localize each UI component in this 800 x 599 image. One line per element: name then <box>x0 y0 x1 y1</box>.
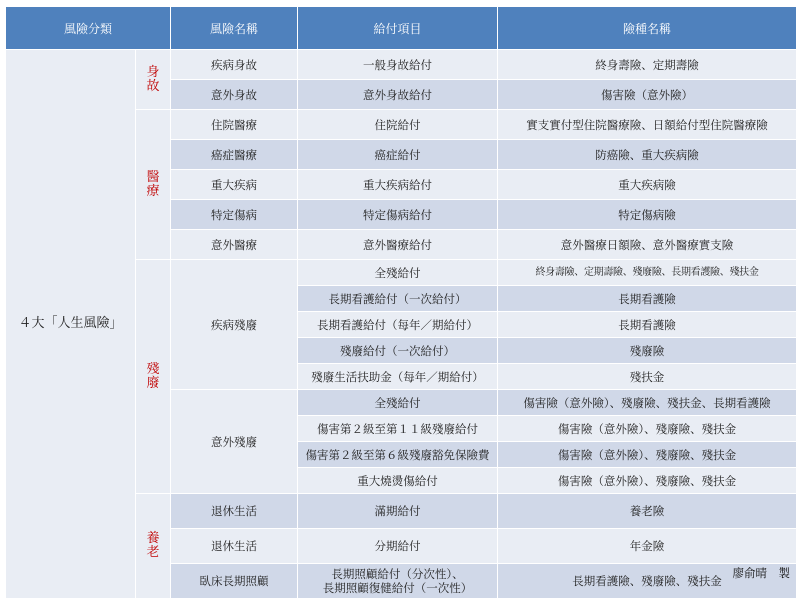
category-death: 身 故 <box>136 50 171 110</box>
benefit-cell: 傷害第２級至第６級殘廢豁免保險費 <box>298 442 498 468</box>
insurance-cell: 養老險 <box>498 494 797 529</box>
insurance-cell: 年金險 <box>498 529 797 564</box>
header-risk-name: 風險名稱 <box>171 7 298 50</box>
risk-name-cell: 疾病身故 <box>171 50 298 80</box>
main-category-cell: ４大「人生風險」 <box>6 50 136 599</box>
insurance-cell: 特定傷病險 <box>498 200 797 230</box>
benefit-cell: 重大疾病給付 <box>298 170 498 200</box>
risk-name-cell: 退休生活 <box>171 529 298 564</box>
author-credit: 廖俞晴 製 <box>732 566 790 580</box>
benefit-cell: 滿期給付 <box>298 494 498 529</box>
header-insurance-type: 險種名稱 <box>498 7 797 50</box>
benefit-cell: 長期照顧給付（分次性）、 長期照顧復健給付（一次性） <box>298 564 498 599</box>
benefit-cell: 分期給付 <box>298 529 498 564</box>
insurance-cell: 防癌險、重大疾病險 <box>498 140 797 170</box>
benefit-cell: 一般身故給付 <box>298 50 498 80</box>
insurance-cell: 傷害險（意外險）、殘廢險、殘扶金 <box>498 468 797 494</box>
risk-name-cell: 意外醫療 <box>171 230 298 260</box>
insurance-cell: 重大疾病險 <box>498 170 797 200</box>
insurance-cell: 長期看護險、殘廢險、殘扶金 <box>498 564 797 599</box>
benefit-cell: 重大燒燙傷給付 <box>298 468 498 494</box>
risk-name-cell: 重大疾病 <box>171 170 298 200</box>
category-retirement: 養 老 <box>136 494 171 599</box>
category-disability: 殘 廢 <box>136 260 171 494</box>
benefit-cell: 癌症給付 <box>298 140 498 170</box>
insurance-cell: 傷害險（意外險）、殘廢險、殘扶金 <box>498 442 797 468</box>
insurance-cell: 意外醫療日額險、意外醫療實支險 <box>498 230 797 260</box>
risk-name-cell: 退休生活 <box>171 494 298 529</box>
risk-name-cell: 臥床長期照顧 <box>171 564 298 599</box>
benefit-cell: 意外醫療給付 <box>298 230 498 260</box>
table-row <box>6 50 797 80</box>
insurance-cell: 殘扶金 <box>498 364 797 390</box>
insurance-cell: 傷害險（意外險）、殘廢險、殘扶金、長期看護險 <box>498 390 797 416</box>
insurance-risk-table <box>5 6 797 599</box>
benefit-cell: 全殘給付 <box>298 390 498 416</box>
risk-name-cell: 癌症醫療 <box>171 140 298 170</box>
benefit-cell: 殘廢生活扶助金（每年／期給付） <box>298 364 498 390</box>
insurance-cell: 殘廢險 <box>498 338 797 364</box>
insurance-cell: 實支實付型住院醫療險、日額給付型住院醫療險 <box>498 110 797 140</box>
benefit-cell: 長期看護給付（一次給付） <box>298 286 498 312</box>
subgroup-accident-disability: 意外殘廢 <box>171 390 298 494</box>
header-benefit-item: 給付項目 <box>298 7 498 50</box>
insurance-cell: 傷害險（意外險）、殘廢險、殘扶金 <box>498 416 797 442</box>
insurance-cell: 傷害險（意外險） <box>498 80 797 110</box>
risk-name-cell: 特定傷病 <box>171 200 298 230</box>
benefit-cell: 殘廢給付（一次給付） <box>298 338 498 364</box>
insurance-cell: 長期看護險 <box>498 286 797 312</box>
benefit-cell: 全殘給付 <box>298 260 498 286</box>
category-medical: 醫 療 <box>136 110 171 260</box>
benefit-cell: 住院給付 <box>298 110 498 140</box>
subgroup-disease-disability: 疾病殘廢 <box>171 260 298 390</box>
header-row <box>6 7 797 50</box>
benefit-cell: 特定傷病給付 <box>298 200 498 230</box>
risk-name-cell: 住院醫療 <box>171 110 298 140</box>
insurance-cell: 終身壽險、定期壽險、殘廢險、長期看護險、殘扶金 <box>498 260 797 286</box>
header-risk-category: 風險分類 <box>6 7 171 50</box>
benefit-cell: 意外身故給付 <box>298 80 498 110</box>
benefit-cell: 長期看護給付（每年／期給付） <box>298 312 498 338</box>
benefit-cell: 傷害第２級至第１１級殘廢給付 <box>298 416 498 442</box>
insurance-cell: 終身壽險、定期壽險 <box>498 50 797 80</box>
risk-name-cell: 意外身故 <box>171 80 298 110</box>
insurance-cell: 長期看護險 <box>498 312 797 338</box>
